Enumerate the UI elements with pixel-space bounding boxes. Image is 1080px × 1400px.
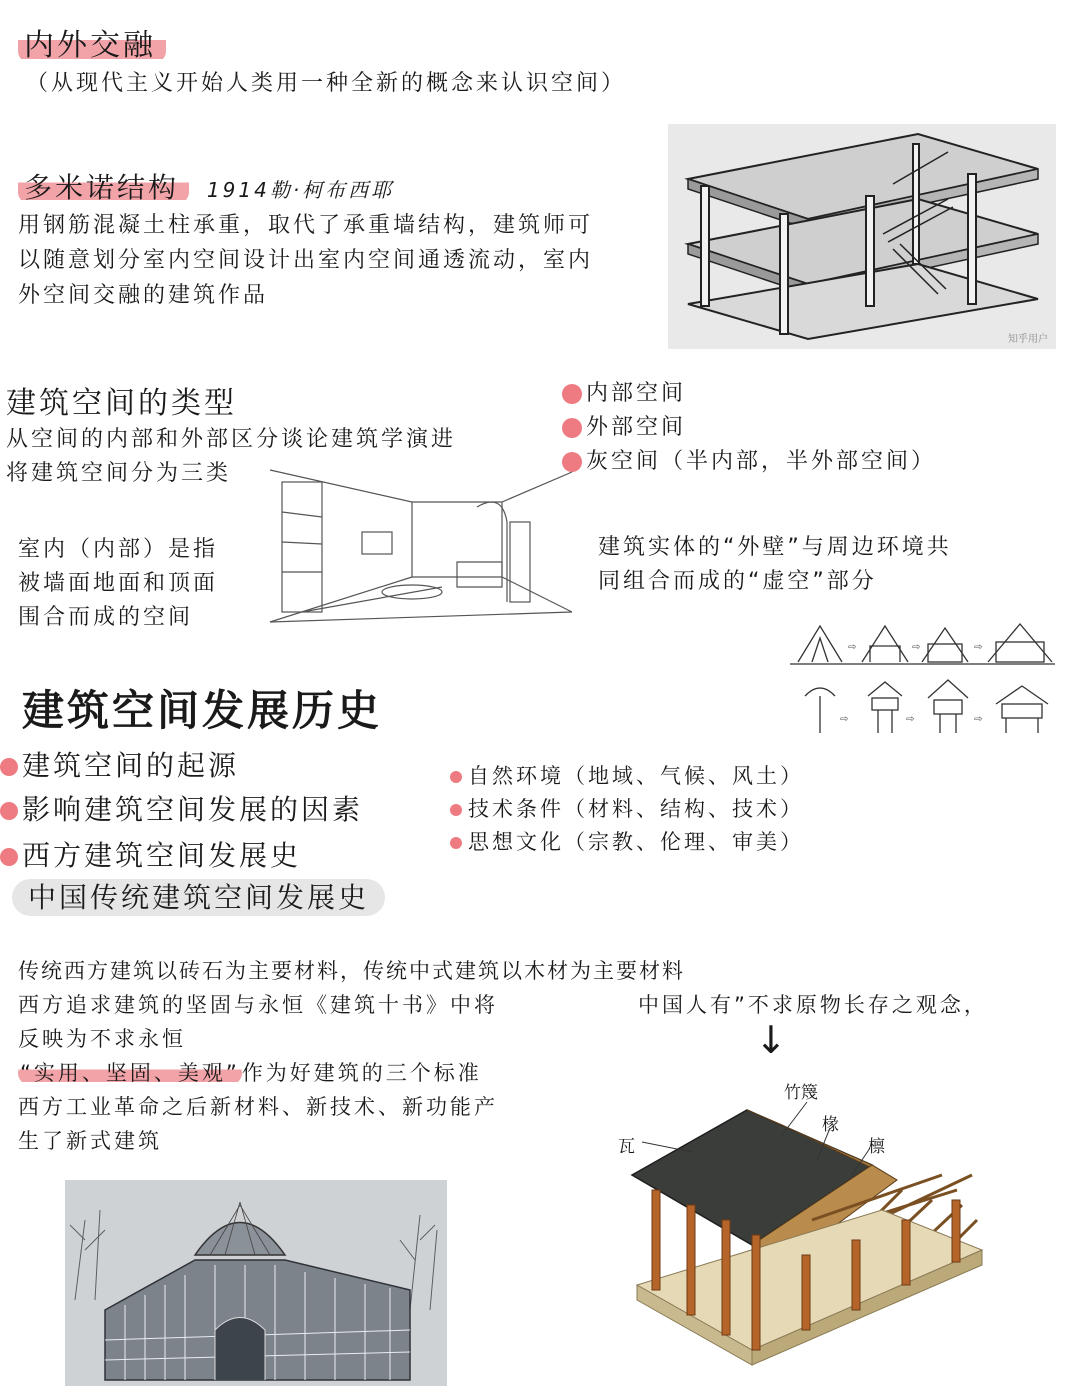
- page-subtitle: （从现代主义开始人类用一种全新的概念来认识空间）: [26, 71, 627, 96]
- image-watermark: 知乎用户: [1008, 334, 1048, 345]
- materials-line-3: 反映为不求永恒: [18, 1027, 186, 1051]
- interior-note-2: 被墙面地面和顶面: [18, 571, 219, 596]
- bullet-dot: [562, 418, 582, 438]
- types-list-item: 灰空间（半内部，半外部空间）: [562, 444, 936, 475]
- svg-text:⇨: ⇨: [906, 714, 915, 725]
- factor-item: 技术条件（材料、结构、技术）: [450, 793, 804, 823]
- bullet-dot: [0, 848, 18, 866]
- materials-line-2: 西方追求建筑的坚固与永恒《建筑十书》中将: [18, 993, 498, 1017]
- industrial-line-1: 西方工业革命之后新材料、新技术、新功能产: [18, 1095, 498, 1119]
- domino-body-3: 外空间交融的建筑作品: [18, 283, 269, 308]
- factor-item: 思想文化（宗教、伦理、审美）: [450, 826, 804, 856]
- bullet-dot: [0, 802, 18, 820]
- history-topic-item: 西方建筑空间发展史: [0, 834, 301, 874]
- svg-text:⇨: ⇨: [974, 642, 983, 653]
- interior-note-1: 室内（内部）是指: [18, 537, 219, 562]
- bullet-dot: [450, 804, 462, 816]
- standards-quote: “实用、坚固、美观”: [20, 1061, 240, 1085]
- svg-text:⇨: ⇨: [912, 642, 921, 653]
- chinese-history-topic: 中国传统建筑空间发展史: [12, 876, 385, 916]
- domino-structure-sketch: [668, 124, 1056, 349]
- domino-body-2: 以随意划分室内空间设计出室内空间通透流动，室内: [18, 248, 594, 273]
- types-heading: 建筑空间的类型: [6, 386, 237, 421]
- chinese-roof-structure-illustration: [612, 1080, 992, 1380]
- materials-line-1: 传统西方建筑以砖石为主要材料，传统中式建筑以木材为主要材料: [18, 959, 685, 983]
- page-title: 内外交融: [18, 20, 166, 64]
- domino-attribution: 1914勒·柯布西耶: [206, 178, 395, 202]
- down-arrow-icon: ↓: [755, 1018, 787, 1062]
- hut-evolution-sketch: [790, 618, 1060, 742]
- types-intro-1: 从空间的内部和外部区分谈论建筑学演进: [6, 427, 457, 452]
- svg-text:⇨: ⇨: [848, 642, 857, 653]
- interior-note-3: 围合而成的空间: [18, 605, 194, 630]
- roof-label-bamboo: 竹篾: [784, 1083, 818, 1102]
- exterior-note-1: 建筑实体的“外壁”与周边环境共: [598, 535, 952, 560]
- history-topic-item: 建筑空间的起源: [0, 744, 239, 784]
- types-list-item: 内部空间: [562, 376, 686, 407]
- svg-text:⇨: ⇨: [974, 714, 983, 725]
- domino-body-1: 用钢筋混凝土柱承重，取代了承重墙结构，建筑师可: [18, 213, 594, 238]
- domino-heading-row: [18, 166, 394, 206]
- crystal-palace-photo: [65, 1180, 447, 1386]
- factor-item: 自然环境（地域、气候、风土）: [450, 760, 804, 790]
- bullet-dot: [0, 758, 18, 776]
- bullet-dot: [562, 384, 582, 404]
- bullet-dot: [450, 837, 462, 849]
- roof-label-tile: 瓦: [618, 1137, 635, 1156]
- bullet-dot: [450, 771, 462, 783]
- industrial-line-2: 生了新式建筑: [18, 1129, 162, 1153]
- types-list-item: 外部空间: [562, 410, 686, 441]
- history-heading: 建筑空间发展历史: [22, 686, 383, 735]
- chinese-view-line: 中国人有”不求原物长存之观念，: [638, 993, 988, 1017]
- types-intro-2: 将建筑空间分为三类: [6, 461, 232, 486]
- svg-text:⇨: ⇨: [840, 714, 849, 725]
- roof-label-purlin: 檩: [868, 1137, 885, 1156]
- standards-line: “实用、坚固、美观”作为好建筑的三个标准: [20, 1061, 482, 1085]
- domino-heading: 多米诺结构: [18, 171, 189, 204]
- history-topic-item: 影响建筑空间发展的因素: [0, 788, 363, 828]
- roof-label-rafter: 椽: [822, 1115, 839, 1134]
- interior-room-sketch: [262, 462, 584, 628]
- exterior-note-2: 同组合而成的“虚空”部分: [598, 569, 877, 594]
